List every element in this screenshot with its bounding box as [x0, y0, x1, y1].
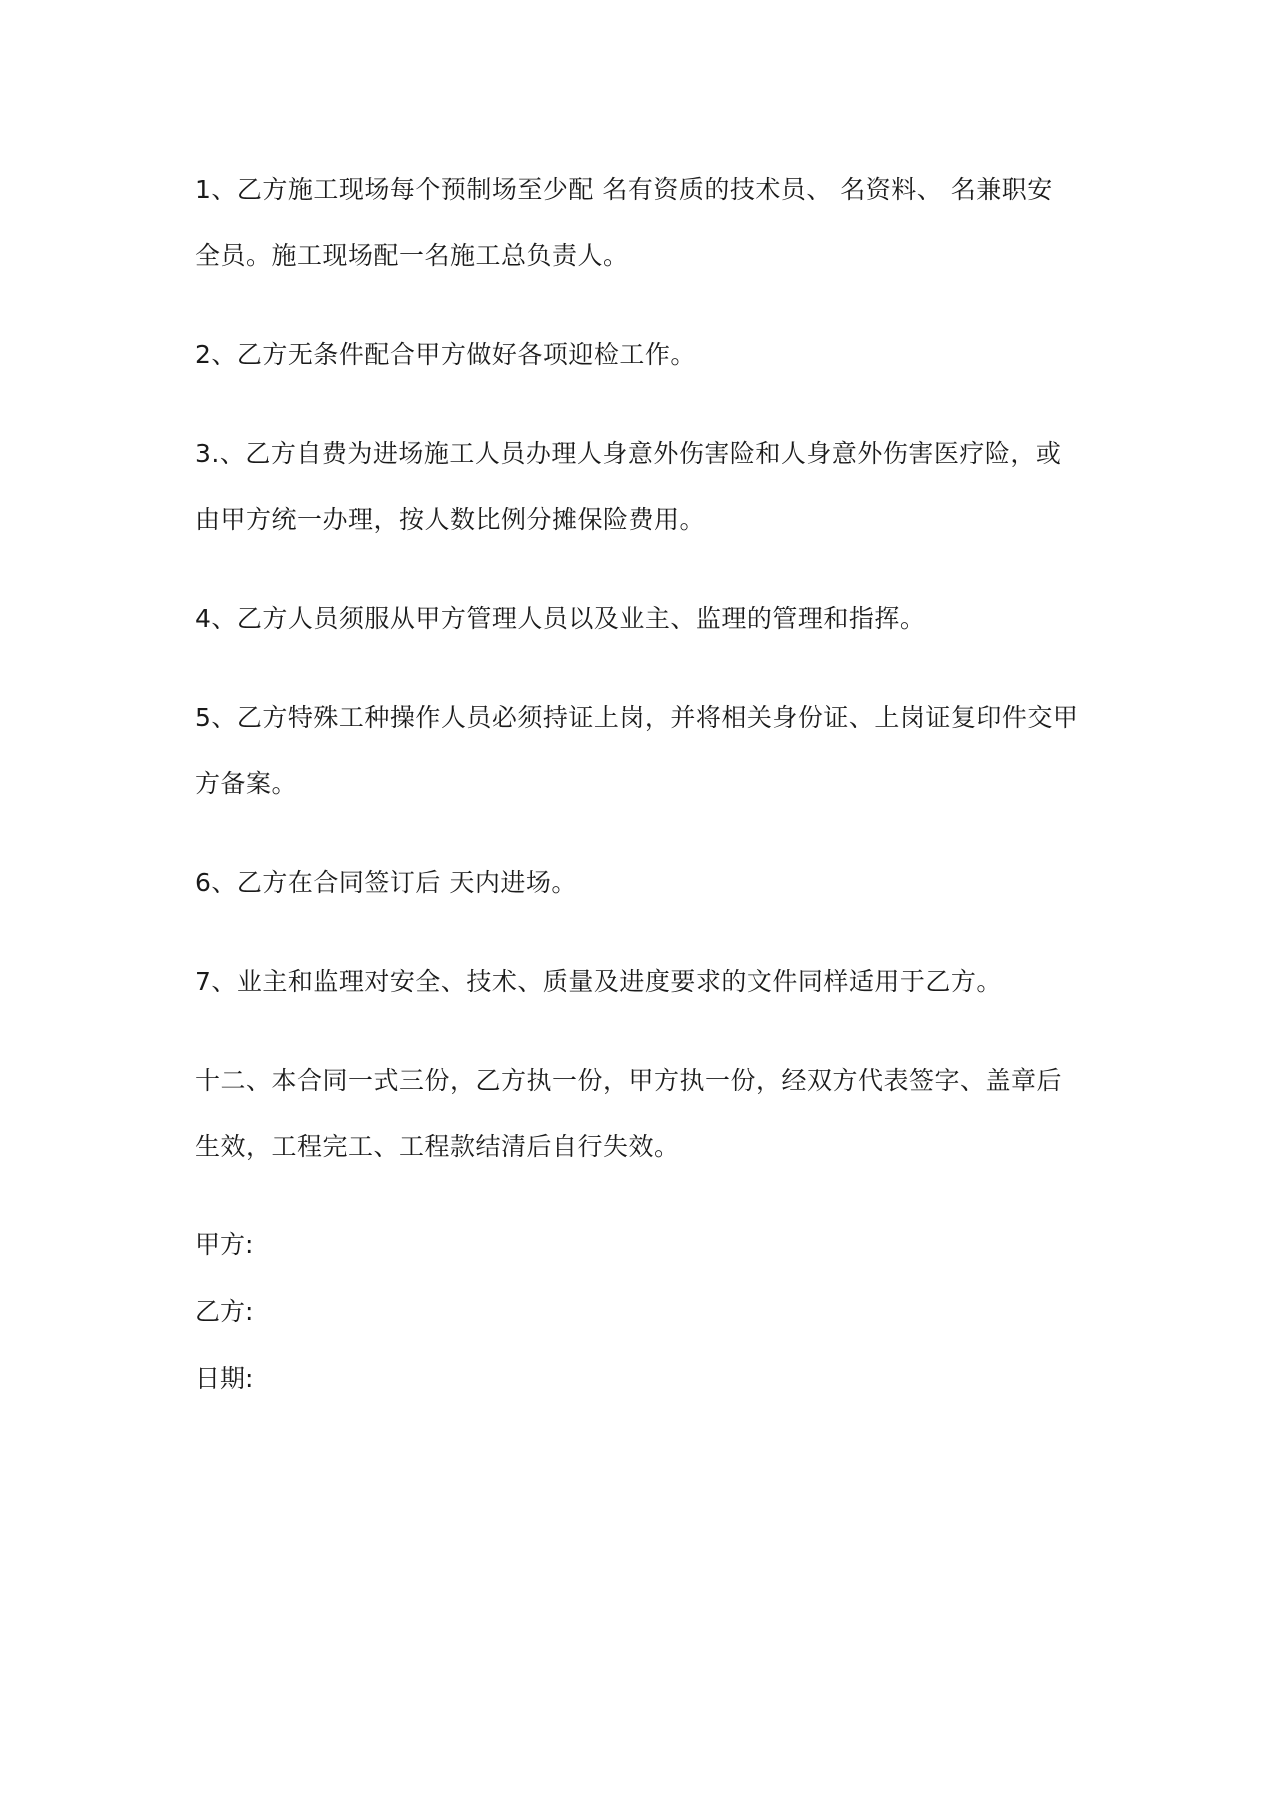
- clause-12: [195, 1048, 1095, 1180]
- clause-12-line-1: 十二、本合同一式三份，乙方执一份，甲方执一份，经双方代表签字、盖章后: [195, 1066, 1063, 1095]
- clause-4-line-1: 4、乙方人员须服从甲方管理人员以及业主、监理的管理和指挥。: [195, 604, 926, 633]
- clause-5-line-1: 5、乙方特殊工种操作人员必须持证上岗，并将相关身份证、上岗证复印件交甲: [195, 703, 1079, 732]
- clause-2-line-1: 2、乙方无条件配合甲方做好各项迎检工作。: [195, 340, 696, 369]
- clause-7-line-1: 7、业主和监理对安全、技术、质量及进度要求的文件同样适用于乙方。: [195, 967, 1002, 996]
- clause-3-line-1: 3.、乙方自费为进场施工人员办理人身意外伤害险和人身意外伤害医疗险，或: [195, 439, 1062, 468]
- clause-12-line-2: 生效，工程完工、工程款结清后自行失效。: [195, 1132, 680, 1161]
- clause-5: [195, 685, 1095, 817]
- clause-6: [195, 850, 1095, 916]
- clause-2: [195, 322, 1095, 388]
- clause-1-line-1: 1、乙方施工现场每个预制场至少配 名有资质的技术员、 名资料、 名兼职安: [195, 175, 1053, 204]
- clause-5-line-2: 方备案。: [195, 769, 298, 798]
- signature-date: 日期:: [195, 1364, 254, 1393]
- clause-3-line-2: 由甲方统一办理，按人数比例分摊保险费用。: [195, 505, 706, 534]
- signature-party-a: 甲方:: [195, 1230, 254, 1259]
- signature-party-b: 乙方:: [195, 1297, 254, 1326]
- clause-3: [195, 421, 1095, 553]
- clause-4: [195, 586, 1095, 652]
- clause-1-line-2: 全员。施工现场配一名施工总负责人。: [195, 241, 629, 270]
- clause-7: [195, 949, 1095, 1015]
- clause-1: [195, 157, 1095, 289]
- clause-6-line-1: 6、乙方在合同签订后 天内进场。: [195, 868, 577, 897]
